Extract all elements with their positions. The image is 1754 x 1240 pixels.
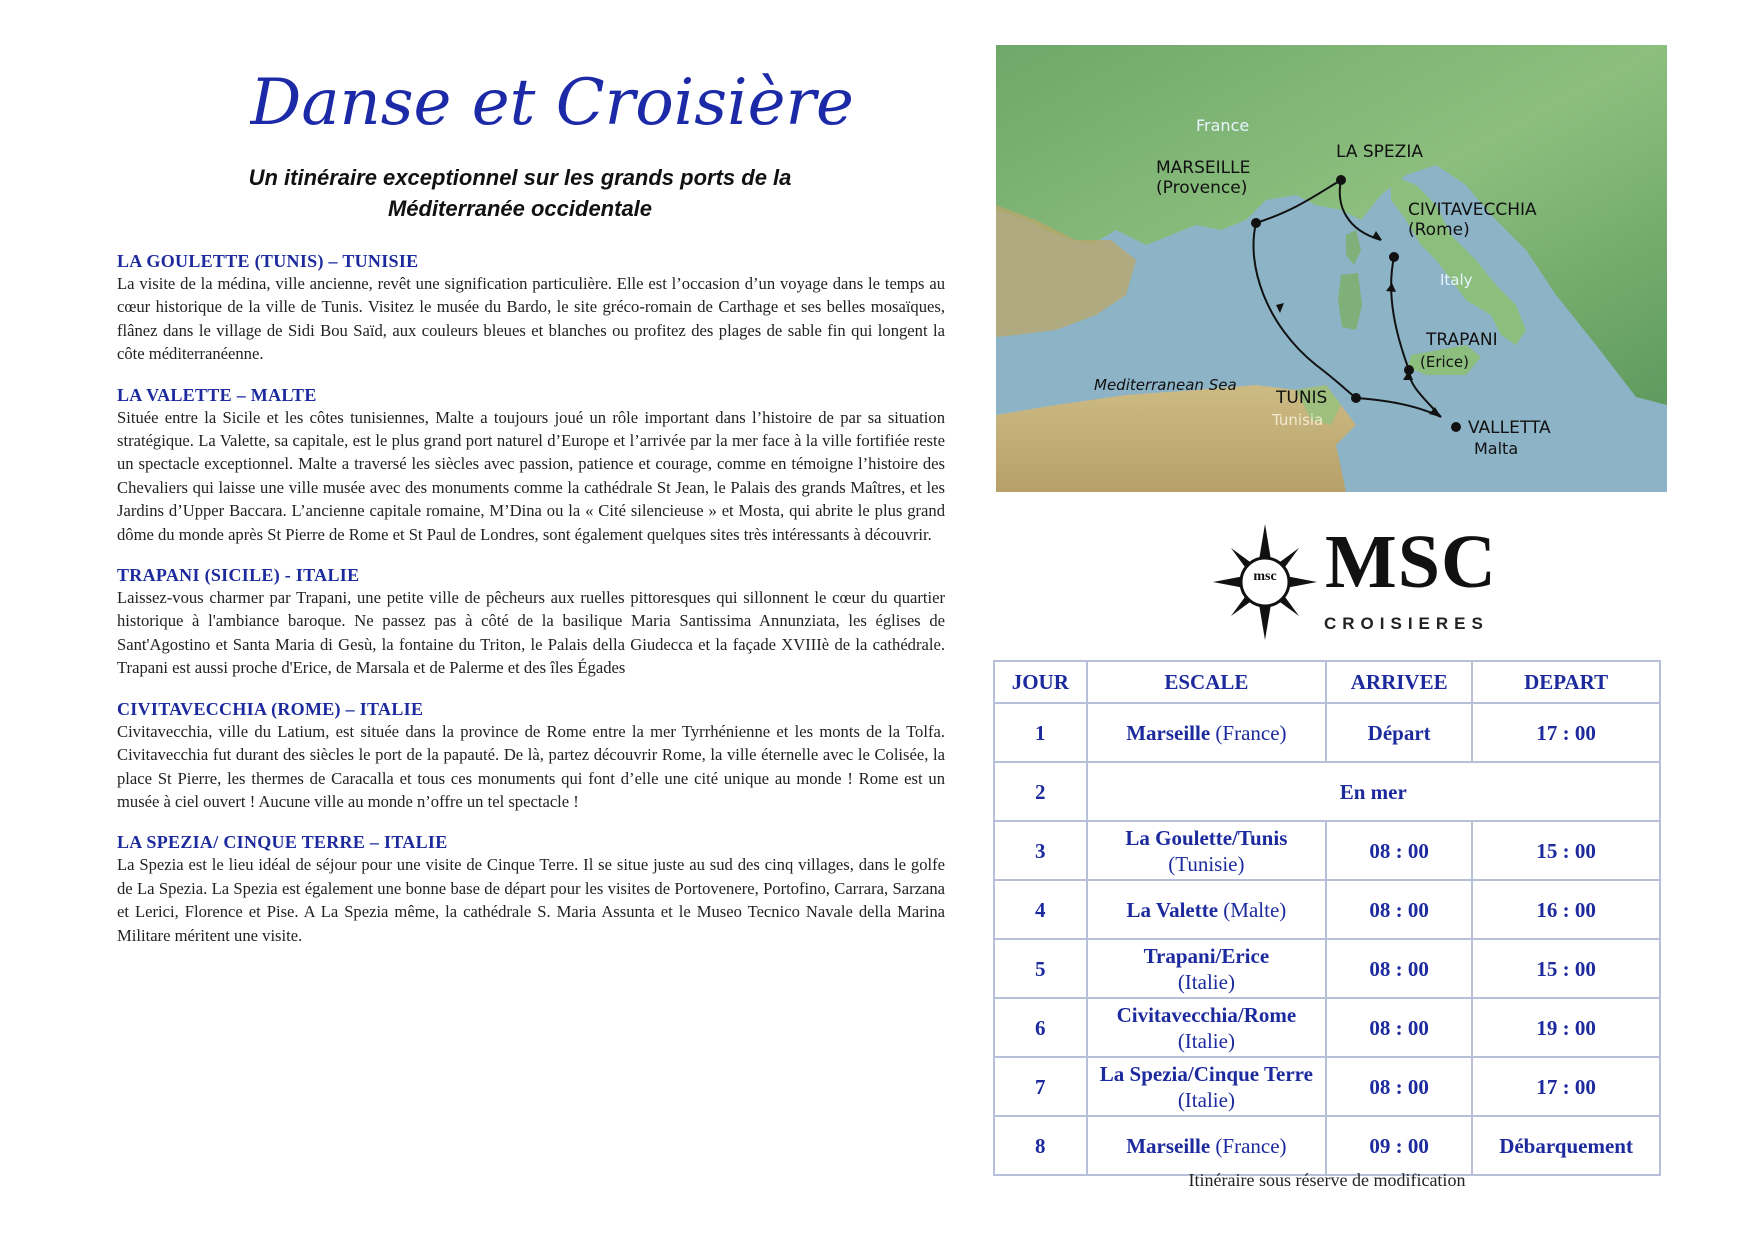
table-row [994,1116,1660,1175]
table-row [994,762,1660,821]
cell-depart: 16 : 00 [1472,880,1660,939]
cell-depart: 19 : 00 [1472,998,1660,1057]
escale-name: La Spezia/Cinque Terre [1099,1061,1313,1086]
subtitle-line-1: Un itinéraire exceptionnel sur les grands ports de la [248,165,792,190]
cell-jour: 3 [994,821,1087,880]
label-italy: Italy [1440,271,1473,289]
label-civitavecchia: CIVITAVECCHIA [1408,200,1537,220]
table-row [994,998,1660,1057]
itinerary-note: Itinéraire sous réserve de modification [1188,1170,1466,1190]
escale-name: Marseille [1126,720,1211,745]
table-row [994,939,1660,998]
table-row [994,821,1660,880]
cell-depart: 15 : 00 [1472,821,1660,880]
label-tunis: TUNIS [1276,388,1328,408]
cell-escale [1087,1057,1327,1116]
itinerary-table [993,660,1661,1176]
section-la-valette [117,384,945,546]
cell-jour: 5 [994,939,1087,998]
cell-arrivee: 08 : 00 [1326,880,1472,939]
escale-name: Trapani/Erice [1143,943,1270,968]
escale-country: (France) [1215,1133,1287,1158]
section-body: Civitavecchia, ville du Latium, est située dans la province de Rome entre la mer Tyrrhénienne et les monts de la Tolfa. Civitavecchia fut durant des siècles le port de la papauté. De là, partez découvrir Rome, la ville éternelle avec le Colisée, la place St Pierre, les thermes de Caracalla et tous ces monuments qui font d’elle une cité unique au monde ! Rome est un musée à ciel ouvert ! Aucune ville au monde n’offre un tel spectacle ! [117,721,945,811]
cell-jour: 7 [994,1057,1087,1116]
section-heading: CIVITAVECCHIA (ROME) – ITALIE [117,698,424,719]
label-laspezia: LA SPEZIA [1336,142,1423,162]
logo-name: MSC [1325,520,1497,604]
escale-country: (Italie) [1177,1087,1235,1112]
label-malta: Malta [1474,439,1519,458]
escale-country: (Tunisie) [1168,851,1245,876]
section-body: Située entre la Sicile et les côtes tunisiennes, Malte a toujours joué un rôle important dans l’histoire de par sa situation stratégique. La Valette, sa capitale, est le plus grand port naturel d’Europe et l’arrivée par la mer face à la ville fortifiée reste un spectacle exceptionnel. Malte a traversé les siècles avec passion, patience et courage, comme en témoigne l’histoire des Chevaliers qui laisse une ville musée avec des monuments comme la cathédrale St Jean, le Palais des grands Maîtres, et les Jardins d’Upper Baccara. L’ancienne capitale romaine, M’Dina ou la « Cité silencieuse » et Mosta, qui abrite le plus grand dôme du monde après St Pierre de Rome et St Paul de Londres, sont également quelques sites très intéressants à découvrir. [117,407,945,544]
section-heading: LA GOULETTE (TUNIS) – TUNISIE [117,251,419,271]
cell-jour: 2 [994,762,1087,821]
cell-escale [1087,998,1327,1057]
escale-name: Marseille [1126,1133,1211,1158]
port-valletta-dot [1451,422,1461,432]
label-erice: (Erice) [1420,353,1469,371]
section-trapani [117,564,945,680]
section-la-spezia [117,831,945,947]
label-provence: (Provence) [1156,178,1248,198]
page-subtitle [150,162,890,224]
label-france: France [1196,116,1250,135]
cell-escale [1087,1116,1327,1175]
section-body: La visite de la médina, ville ancienne, revêt une signification particulière. Elle est l’occasion d’un voyage dans le temps au cœur historique de la ville de Tunis. Visitez le musée du Bardo, le site gréco-romain de Carthage et ses belles mosaïques, flânez dans le village de Sidi Bou Saïd, aux couleurs bleues et blanches ou profitez des plages de sable fin qui longent la côte méditerranéenne. [117,274,945,364]
cell-jour: 6 [994,998,1087,1057]
cell-arrivee: 08 : 00 [1326,939,1472,998]
cell-depart: Débarquement [1472,1116,1660,1175]
table-header-row [994,661,1660,703]
cell-escale [1087,939,1327,998]
label-rome: (Rome) [1408,220,1470,240]
cell-escale [1087,703,1327,762]
escale-country: (Italie) [1177,969,1235,994]
header-depart: DEPART [1472,661,1660,703]
table-row [994,703,1660,762]
escale-country: (Malte) [1223,897,1287,922]
port-trapani-dot [1404,365,1414,375]
subtitle-line-2: Méditerranée occidentale [387,196,653,221]
section-civitavecchia [117,698,945,814]
section-body: La Spezia est le lieu idéal de séjour pour une visite de Cinque Terre. Il se situe juste au sud des cinq villages, dans le golfe de La Spezia. La Spezia est également une bonne base de départ pour les visites de Portovenere, Portofino, Carrara, Sarzana et Lerici, Florence et Pise. A La Spezia même, la cathédrale S. Maria Assunta et le Museo Tecnico Navale della Marina Militare méritent une visite. [117,855,945,945]
port-tunis-dot [1351,393,1361,403]
cell-arrivee: 08 : 00 [1326,998,1472,1057]
msc-logo [1210,522,1510,642]
cell-depart: 15 : 00 [1472,939,1660,998]
cell-jour: 8 [994,1116,1087,1175]
section-body: Laissez-vous charmer par Trapani, une petite ville de pêcheurs aux ruelles pittoresques qui sillonnent le cœur du quartier historique à l'ambiance baroque. Ne passez pas à côté de la basilique Maria Santissima Annunziata, les églises de Sant'Agostino et Santa Maria di Gesù, la fontaine du Triton, le Palais della Giudecca et la façade XVIIIè de la cathédrale. Trapani est aussi proche d'Erice, de Marsala et de Palerme et des îles Égades [117,588,945,678]
port-civitavecchia-dot [1389,252,1399,262]
compass-rose-icon [1210,522,1320,642]
label-tunisia: Tunisia [1272,411,1324,429]
port-sections [117,250,945,965]
table-row [994,1057,1660,1116]
port-laspezia-dot [1336,175,1346,185]
header-arrivee: ARRIVEE [1326,661,1472,703]
escale-country: (France) [1215,720,1287,745]
header-escale: ESCALE [1087,661,1327,703]
cell-jour: 1 [994,703,1087,762]
label-valletta: VALLETTA [1468,418,1551,438]
cell-jour: 4 [994,880,1087,939]
escale-country: (Italie) [1177,1028,1235,1053]
cell-escale [1087,880,1327,939]
escale-name: La Valette [1126,897,1219,922]
cell-depart: 17 : 00 [1472,1057,1660,1116]
label-sea: Mediterranean Sea [1094,376,1237,394]
cell-arrivee: Départ [1326,703,1472,762]
section-heading: LA SPEZIA/ CINQUE TERRE – ITALIE [117,832,448,853]
label-trapani: TRAPANI [1426,330,1498,350]
escale-name: La Goulette/Tunis [1125,825,1288,850]
cell-arrivee: 08 : 00 [1326,1057,1472,1116]
logo-subtitle: CROISIERES [1324,614,1489,633]
route-map [996,45,1667,492]
cell-depart: 17 : 00 [1472,703,1660,762]
table-row [994,880,1660,939]
label-marseille: MARSEILLE [1156,158,1251,178]
section-heading: TRAPANI (SICILE) - ITALIE [117,565,360,586]
escale-name: Civitavecchia/Rome [1116,1002,1297,1027]
page-title-text: Danse et Croisière [250,66,854,140]
cell-arrivee: 09 : 00 [1326,1116,1472,1175]
cell-escale [1087,821,1327,880]
cell-arrivee: 08 : 00 [1326,821,1472,880]
section-la-goulette [117,250,945,366]
section-heading: LA VALETTE – MALTE [117,384,317,405]
port-marseille-dot [1251,218,1261,228]
header-jour: JOUR [994,661,1087,703]
cell-escale-at-sea: En mer [1087,762,1660,821]
page-title [250,58,870,148]
emblem-text: msc [1253,569,1277,584]
